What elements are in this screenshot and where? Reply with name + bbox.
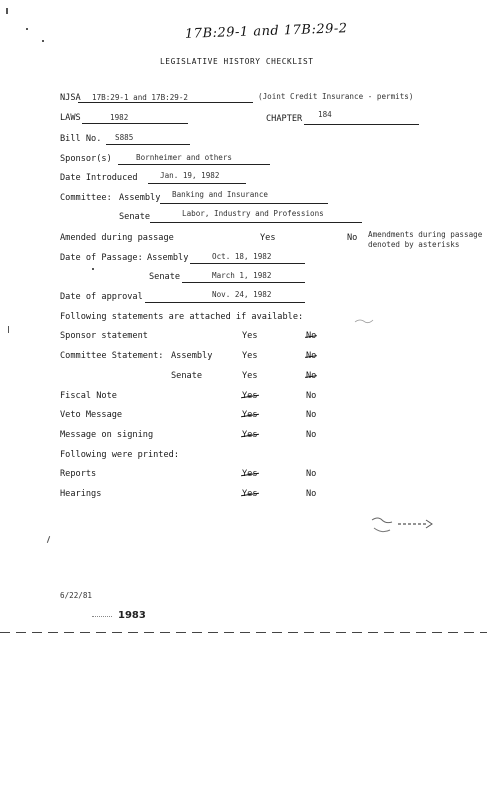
hearings-yes: Yes xyxy=(242,489,258,499)
committee-statement-senate-no: No xyxy=(306,371,317,381)
message-on-signing-label: Message on signing xyxy=(60,430,154,440)
committee-statement-label: Committee Statement: xyxy=(60,351,164,361)
bill-no-value: S885 xyxy=(115,133,134,142)
message-on-signing-no: No xyxy=(306,430,317,440)
reports-label: Reports xyxy=(60,469,97,479)
sponsor-statement-yes: Yes xyxy=(242,331,258,341)
committee-senate-value: Labor, Industry and Professions xyxy=(182,209,324,218)
laws-value: 1982 xyxy=(110,113,129,122)
scan-speck xyxy=(92,268,94,270)
njsa-label: NJSA xyxy=(60,93,81,103)
committee-assembly-value: Banking and Insurance xyxy=(172,190,269,199)
bill-no-label: Bill No. xyxy=(60,134,102,144)
speck-mark xyxy=(354,316,374,326)
scan-speck xyxy=(42,40,44,42)
chapter-label: CHAPTER xyxy=(266,114,303,124)
amended-note-line1: Amendments during passage xyxy=(368,230,483,239)
reports-no: No xyxy=(306,469,317,479)
hearings-no: No xyxy=(306,489,317,499)
date-of-passage-label: Date of Passage: xyxy=(60,253,143,263)
following-attached-label: Following statements are attached if available: xyxy=(60,312,304,322)
form-title: LEGISLATIVE HISTORY CHECKLIST xyxy=(160,57,314,66)
laws-underline xyxy=(82,112,188,124)
smudge-mark xyxy=(368,510,438,538)
fiscal-note-no: No xyxy=(306,391,317,401)
reports-yes: Yes xyxy=(242,469,258,479)
committee-statement-assembly-yes: Yes xyxy=(242,351,258,361)
stamp-smudge xyxy=(92,616,112,617)
fiscal-note-yes: Yes xyxy=(242,391,258,401)
njsa-note: (Joint Credit Insurance - permits) xyxy=(258,92,414,101)
laws-label: LAWS xyxy=(60,113,81,123)
amended-note-line2: denoted by asterisks xyxy=(368,240,460,249)
scan-speck xyxy=(6,8,8,14)
scan-speck xyxy=(26,28,28,30)
date-introduced-value: Jan. 19, 1982 xyxy=(160,171,220,180)
committee-statement-senate-label: Senate xyxy=(171,371,203,381)
sponsor-statement-label: Sponsor statement xyxy=(60,331,148,341)
njsa-value: 17B:29-1 and 17B:29-2 xyxy=(92,93,189,102)
date-of-passage-senate-label: Senate xyxy=(149,272,181,282)
committee-statement-assembly-no: No xyxy=(306,351,317,361)
amended-no: No xyxy=(347,233,358,243)
date-introduced-label: Date Introduced xyxy=(60,173,138,183)
date-of-passage-assembly-value: Oct. 18, 1982 xyxy=(212,252,272,261)
veto-message-no: No xyxy=(306,410,317,420)
following-printed-label: Following were printed: xyxy=(60,450,179,460)
hearings-label: Hearings xyxy=(60,489,102,499)
veto-message-yes: Yes xyxy=(242,410,258,420)
veto-message-label: Veto Message xyxy=(60,410,123,420)
message-on-signing-yes: Yes xyxy=(242,430,258,440)
date-of-passage-senate-value: March 1, 1982 xyxy=(212,271,272,280)
date-of-approval-label: Date of approval xyxy=(60,292,143,302)
committee-senate-label: Senate xyxy=(119,212,151,222)
committee-assembly-label: Assembly xyxy=(119,193,161,203)
amended-label: Amended during passage xyxy=(60,233,174,243)
fiscal-note-label: Fiscal Note xyxy=(60,391,117,401)
sponsor-label: Sponsor(s) xyxy=(60,154,112,164)
committee-statement-assembly-label: Assembly xyxy=(171,351,213,361)
date-of-passage-assembly-label: Assembly xyxy=(147,253,189,263)
dashed-divider xyxy=(0,632,487,633)
sponsor-statement-no: No xyxy=(306,331,317,341)
chapter-value: 184 xyxy=(318,110,332,119)
committee-statement-senate-yes: Yes xyxy=(242,371,258,381)
committee-label: Committee: xyxy=(60,193,112,203)
scan-speck xyxy=(8,326,9,333)
amended-yes: Yes xyxy=(260,233,276,243)
sponsor-value: Bornheimer and others xyxy=(136,153,233,162)
stamp-year: 1983 xyxy=(118,610,146,621)
footer-date: 6/22/81 xyxy=(60,591,93,600)
scan-speck xyxy=(47,536,50,543)
handwritten-title: 17B:29-1 and 17B:29-2 xyxy=(184,21,348,42)
date-of-approval-value: Nov. 24, 1982 xyxy=(212,290,272,299)
